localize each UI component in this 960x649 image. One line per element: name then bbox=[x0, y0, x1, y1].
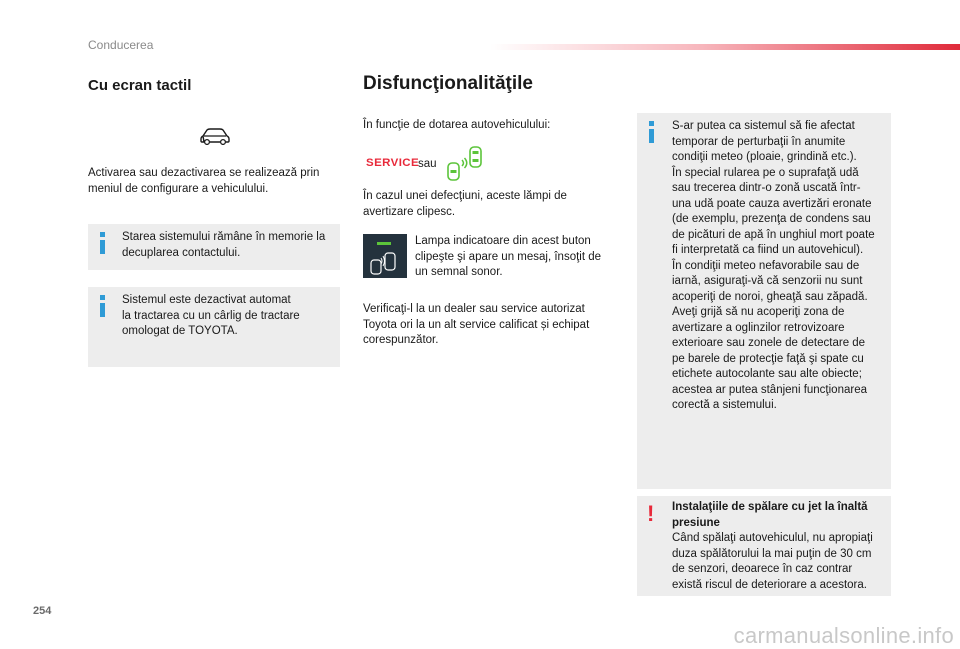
dealer-paragraph: Verificaţi-l la un dealer sau service autorizat Toyota ori la un alt service calificat și echipat corespunzător. bbox=[363, 303, 590, 346]
warning-box-pressure-wash: ! Instalaţiile de spălare cu jet la înaltă presiune Când spălaţi autovehiculul, nu apropiaţi duza spălătorului la mai puţin de 30 cm de senzori, deoarece în caz contrar există riscul de deteriorare a acestora. bbox=[637, 496, 891, 596]
or-label: sau bbox=[418, 158, 437, 170]
button-lamp-icon bbox=[363, 234, 407, 278]
malfunctions-heading: Disfuncţionalităţile bbox=[363, 73, 533, 94]
page-number: 254 bbox=[33, 605, 52, 617]
info-icon bbox=[100, 295, 105, 317]
info-box-memory: Starea sistemului rămâne în memorie la decuplarea contactului. bbox=[88, 224, 340, 270]
watermark: carmanualsonline.info bbox=[733, 622, 954, 648]
info-icon bbox=[649, 121, 654, 143]
info-box-towing: Sistemul este dezactivat automat la tractarea cu un cârlig de tractare omologat de TOYOTA. bbox=[88, 287, 340, 367]
blind-spot-warning-icon bbox=[444, 146, 486, 182]
running-header: Conducerea bbox=[88, 38, 154, 52]
info-box-weather: S-ar putea ca sistemul să fie afectat temporar de perturbaţii în anumite condiţii meteo (ploaie, grindină etc.). În special rularea pe o suprafaţă udă sau trecerea dintr-o zonă uscată într- una udă poate cauza avertizări eronate (de exemplu, prezenţa de condens sau de picături de apă în unghiul mort poate fi interpretată ca fiind un autovehicul). În condiţii meteo nefavorabile sau de iarnă, asiguraţi-vă că senzorii nu sunt acoperiţi de noroi, gheaţă sau zăpadă. Aveţi grijă să nu acoperiţi zona de avertizare a oglinzilor retrovizoare exterioare sau zonele de detectare de pe barele de protecţie faţă şi spate cu etichete autocolante sau alte obiecte; acestea ar putea stânjeni funcţionarea corectă a sistemului. bbox=[637, 113, 891, 489]
service-warning-icon: SERVICE bbox=[366, 157, 420, 169]
header-accent-bar bbox=[490, 44, 960, 50]
equipment-intro: În funcţie de dotarea autovehiculului: bbox=[363, 119, 551, 131]
car-outline-icon bbox=[199, 127, 231, 145]
lamp-paragraph: Lampa indicatoare din acest buton clipeşte şi apare un mesaj, însoţit de un semnal sonor. bbox=[415, 235, 602, 278]
touchscreen-heading: Cu ecran tactil bbox=[88, 77, 192, 94]
warning-exclamation-icon: ! bbox=[647, 501, 655, 526]
info-icon bbox=[100, 232, 105, 254]
failure-paragraph: În cazul unei defecţiuni, aceste lămpi de avertizare clipesc. bbox=[363, 190, 567, 218]
activation-paragraph: Activarea sau dezactivarea se realizează prin meniul de configurare a vehiculului. bbox=[88, 167, 320, 195]
